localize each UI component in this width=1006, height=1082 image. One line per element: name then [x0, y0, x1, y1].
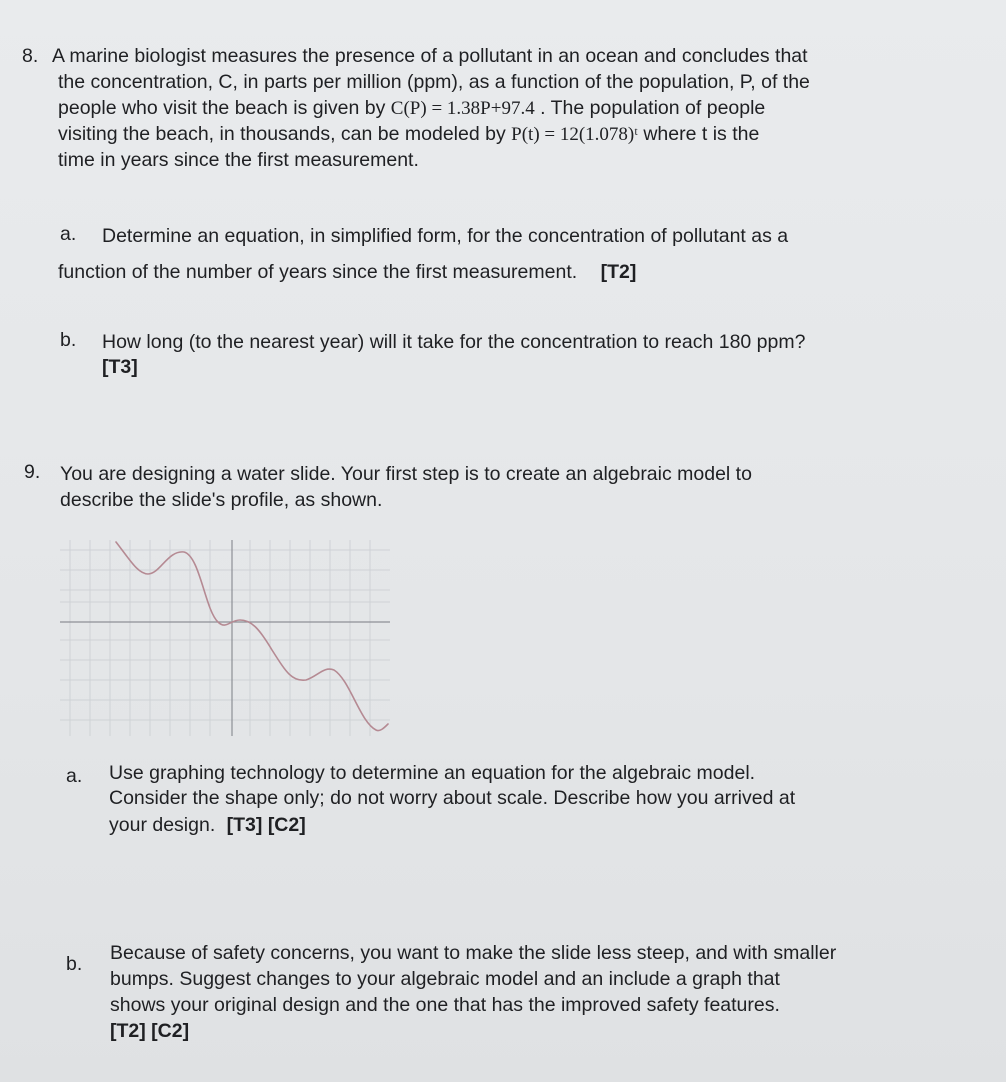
slide-profile-graph	[60, 540, 390, 736]
question-9a-line-1: Use graphing technology to determine an equation for the algebraic model.	[109, 762, 756, 784]
question-8b-tag: [T3]	[102, 356, 138, 378]
question-8a-line-1: Determine an equation, in simplified form, for the concentration of pollutant as a	[102, 225, 789, 247]
question-8-number: 8.	[22, 45, 39, 67]
question-9a-line-2: Consider the shape only; do not worry about scale. Describe how you arrived at	[109, 787, 796, 809]
question-9b-label: b.	[66, 953, 83, 975]
question-8-line-3-text: people who visit the beach is given by	[58, 97, 386, 119]
question-8-line-2: the concentration, C, in parts per million (ppm), as a function of the population, P, of the	[58, 71, 810, 93]
question-9b-line-1: Because of safety concerns, you want to make the slide less steep, and with smaller	[110, 942, 837, 964]
question-8-line-3-tail: . The population of people	[540, 97, 766, 119]
question-9-number: 9.	[24, 461, 41, 483]
question-8-line-5: time in years since the first measurement.	[58, 149, 419, 171]
question-9b-tags: [T2] [C2]	[110, 1020, 190, 1042]
question-8-line-4	[58, 122, 759, 147]
question-9a-line-3-text: your design.	[109, 814, 216, 836]
question-8-line-1: A marine biologist measures the presence of a pollutant in an ocean and concludes that	[52, 45, 808, 67]
question-9b-line-3: shows your original design and the one that has the improved safety features.	[110, 994, 780, 1016]
graph-grid	[60, 540, 390, 736]
question-8-line-4-tail: where t is the	[643, 123, 760, 145]
question-8a-label: a.	[60, 223, 77, 245]
question-8a-line-2	[58, 260, 636, 285]
population-function-formula: P(t) = 12(1.078)ᵗ	[511, 124, 638, 145]
question-9a-label: a.	[66, 765, 83, 787]
question-8b-label: b.	[60, 329, 77, 351]
question-8-line-3	[58, 96, 765, 121]
question-8a-line-2-text: function of the number of years since the first measurement.	[58, 261, 578, 283]
question-9b-line-2: bumps. Suggest changes to your algebraic model and an include a graph that	[110, 968, 780, 990]
question-8-line-4-text: visiting the beach, in thousands, can be modeled by	[58, 123, 506, 145]
question-9a-tags: [T3] [C2]	[226, 814, 306, 836]
pollution-function-formula: C(P) = 1.38P+97.4	[390, 98, 535, 119]
question-9a-line-3	[109, 813, 306, 838]
question-8a-tag: [T2]	[600, 261, 637, 283]
question-9-line-2: describe the slide's profile, as shown.	[60, 489, 383, 511]
question-9-line-1: You are designing a water slide. Your first step is to create an algebraic model to	[60, 463, 752, 485]
question-8b-line-1: How long (to the nearest year) will it take for the concentration to reach 180 ppm?	[102, 331, 806, 353]
